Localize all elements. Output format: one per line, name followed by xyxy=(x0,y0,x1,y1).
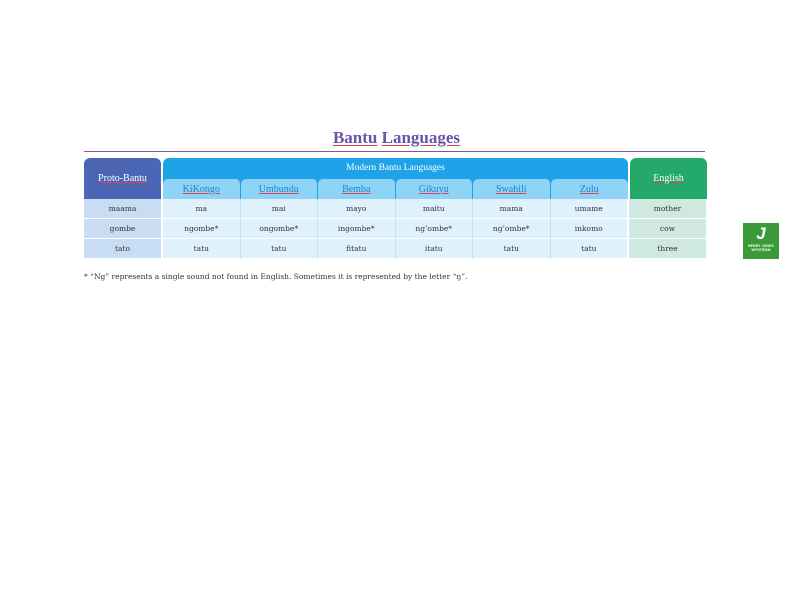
header-zulu xyxy=(551,179,629,199)
header-proto-bantu xyxy=(84,158,161,199)
logo-text-line1: HENRY JONES xyxy=(748,244,774,248)
cell-english: mother xyxy=(629,199,706,219)
cell-bemba: ingombe* xyxy=(318,219,396,239)
title-word-languages: Languages xyxy=(381,128,461,147)
table-row xyxy=(84,239,707,259)
cell-kikongo: tatu xyxy=(163,239,241,259)
title-divider xyxy=(84,151,705,152)
header-bemba-label: Bemba xyxy=(342,183,371,195)
header-proto-bantu-label: Proto-Bantu xyxy=(98,173,147,184)
cell-bemba: fitatu xyxy=(318,239,396,259)
cell-umbundu: tatu xyxy=(241,239,319,259)
language-header-row xyxy=(163,179,628,199)
cell-kikongo: ma xyxy=(163,199,241,219)
cell-umbundu: mai xyxy=(241,199,319,219)
page-title xyxy=(0,128,793,148)
header-gikuyu-label: Gikuyu xyxy=(418,183,449,195)
header-english-label: English xyxy=(653,173,684,184)
cell-kikongo: ngombe* xyxy=(163,219,241,239)
table-row xyxy=(84,219,707,239)
cell-proto: tato xyxy=(84,239,161,259)
header-gikuyu xyxy=(396,179,474,199)
cell-zulu: tatu xyxy=(551,239,628,259)
footnote: * “Ng” represents a single sound not found in English. Sometimes it is represented by the letter “ŋ”. xyxy=(84,272,468,281)
publisher-logo xyxy=(743,223,779,259)
header-bemba xyxy=(318,179,396,199)
header-kikongo-label: KiKongo xyxy=(182,183,220,195)
header-zulu-label: Zulu xyxy=(579,183,599,195)
header-modern-bantu-label: Modern Bantu Languages xyxy=(346,163,445,173)
header-umbundu-label: Umbundu xyxy=(258,183,299,195)
cell-english: cow xyxy=(629,219,706,239)
header-english xyxy=(630,158,707,199)
cell-bemba: mayo xyxy=(318,199,396,219)
cell-umbundu: ongombe* xyxy=(241,219,319,239)
header-kikongo xyxy=(163,179,241,199)
cell-swahili: mama xyxy=(473,199,551,219)
header-swahili xyxy=(473,179,551,199)
table-body xyxy=(84,199,707,259)
cell-swahili: ng’ombe* xyxy=(473,219,551,239)
cell-zulu: inkomo xyxy=(551,219,628,239)
logo-text-line2: WYSTROM xyxy=(751,248,771,252)
cell-english: three xyxy=(629,239,706,259)
title-word-bantu: Bantu xyxy=(332,128,378,147)
cell-proto: maama xyxy=(84,199,161,219)
cell-gikuyu: itatu xyxy=(396,239,474,259)
header-umbundu xyxy=(241,179,319,199)
cell-zulu: umame xyxy=(551,199,628,219)
cell-gikuyu: ng’ombe* xyxy=(396,219,474,239)
header-swahili-label: Swahili xyxy=(495,183,527,195)
header-modern-bantu xyxy=(163,158,628,199)
cell-gikuyu: maitu xyxy=(396,199,474,219)
logo-mark: J xyxy=(756,224,766,243)
table-row xyxy=(84,199,707,219)
cell-swahili: tatu xyxy=(473,239,551,259)
cell-proto: gombe xyxy=(84,219,161,239)
